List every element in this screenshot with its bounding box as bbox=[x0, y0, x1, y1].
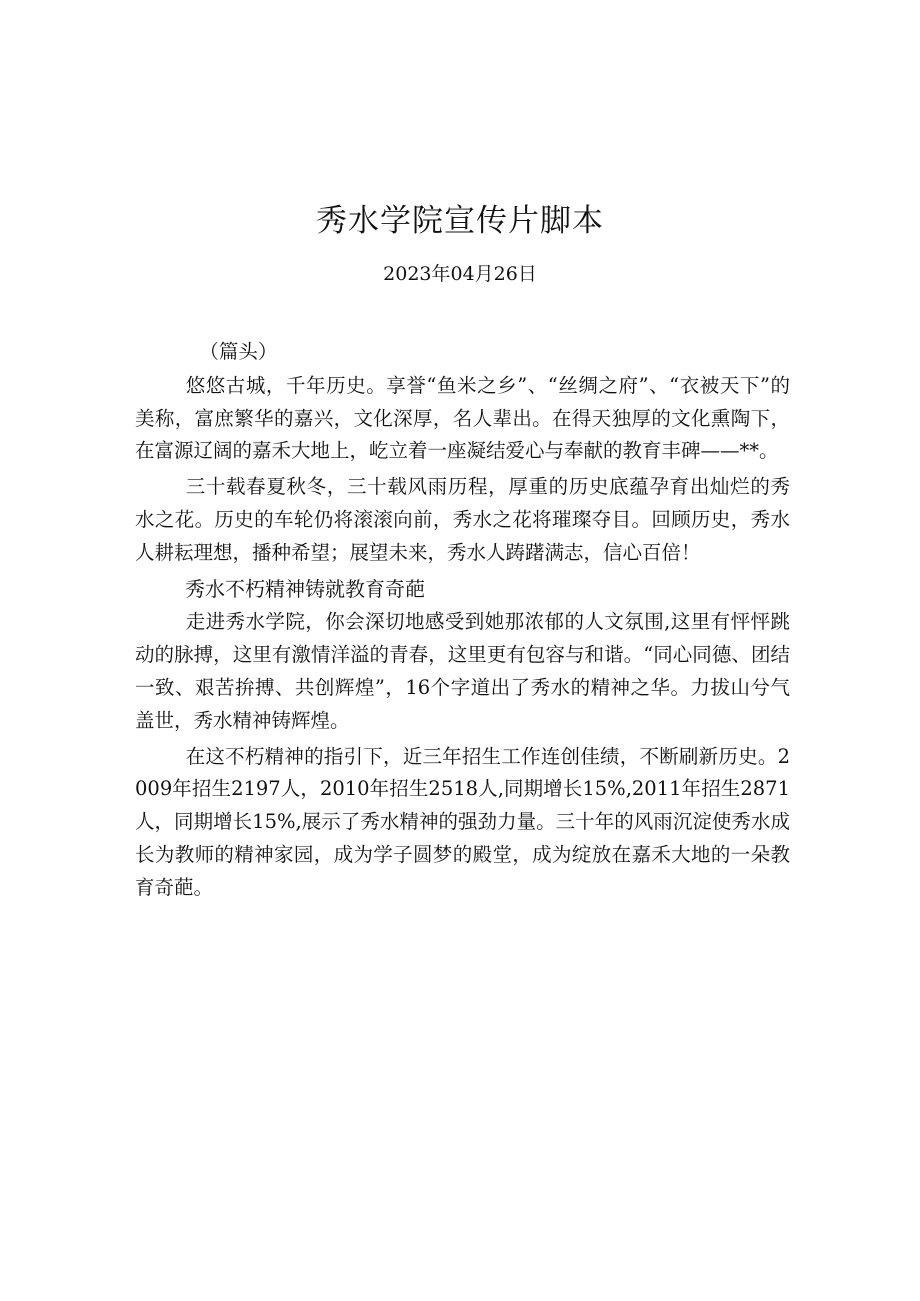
paragraph-intro-1: 悠悠古城，千年历史。享誉“鱼米之乡”、“丝绸之府”、“衣被天下”的美称，富庶繁华的嘉兴，文化深厚，名人辈出。在得天独厚的文化熏陶下，在富源辽阔的嘉禾大地上，屹立着一座凝结爱心与奉献的教育丰碑——**。 bbox=[135, 373, 790, 463]
paragraph-section-2: 在这不朽精神的指引下，近三年招生工作连创佳绩，不断刷新历史。2009年招生2197人，2010年招生2518人,同期增长15%,2011年招生2871人，同期增长15%,展示了秀水精神的强劲力量。三十年的风雨沉淀使秀水成长为教师的精神家园，成为学子圆梦的殿堂，成为绽放在嘉禾大地的一朵教育奇葩。 bbox=[135, 744, 790, 899]
paragraph-intro-2: 三十载春夏秋冬，三十载风雨历程，厚重的历史底蕴孕育出灿烂的秀水之花。历史的车轮仍将滚滚向前，秀水之花将璀璨夺目。回顾历史，秀水人耕耘理想，播种希望；展望未来，秀水人踌躇满志，信心百倍！ bbox=[135, 475, 790, 564]
document-date: 2023年04月26日 bbox=[383, 263, 537, 285]
section-heading: 秀水不朽精神铸就教育奇葩 bbox=[185, 576, 425, 601]
document-body bbox=[135, 336, 790, 905]
paragraph-section-1: 走进秀水学院，你会深切地感受到她那浓郁的人文氛围,这里有怦怦跳动的脉搏，这里有激情洋溢的青春，这里更有包容与和谐。“同心同德、团结一致、艰苦拚搏、共创辉煌”，16个字道出了秀水的精神之华。力拔山兮气盖世，秀水精神铸辉煌。 bbox=[135, 610, 790, 732]
document-title: 秀水学院宣传片脚本 bbox=[316, 203, 604, 239]
section-label: （篇头） bbox=[199, 340, 278, 363]
